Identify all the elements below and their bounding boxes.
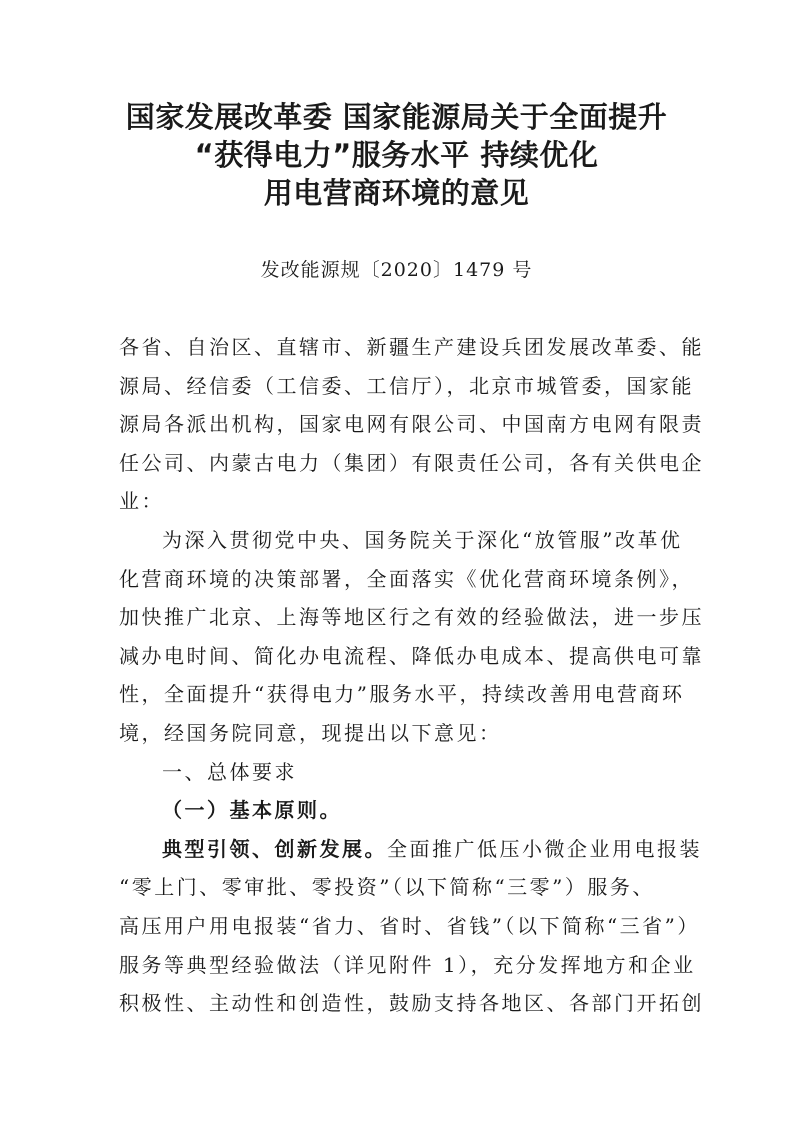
principle-lead: 典型引领、创新发展。 — [162, 836, 387, 861]
addressee-line: 各省、自治区、直辖市、新疆生产建设兵团发展改革委、能 — [119, 335, 704, 359]
intro-line: 为深入贯彻党中央、国务院关于深化“放管服”改革优 — [162, 527, 683, 552]
principle-line: 服务等典型经验做法（详见附件 1），充分发挥地方和企业 — [119, 952, 696, 977]
intro-line: 性，全面提升“获得电力”服务水平，持续改善用电营商环 — [119, 682, 685, 707]
addressee-line: 业： — [119, 489, 164, 514]
addressee-line: 任公司、内蒙古电力（集团）有限责任公司，各有关供电企 — [119, 450, 704, 475]
intro-line: 境，经国务院同意，现提出以下意见： — [119, 720, 502, 745]
intro-line: 化营商环境的决策部署，全面落实《优化营商环境条例》， — [119, 566, 694, 591]
title-line-2: “获得电力”服务水平 持续优化 — [194, 138, 599, 172]
principle-line: “零上门、零审批、零投资”（以下简称“三零”）服务、 — [119, 875, 655, 900]
principle-line: 积极性、主动性和创造性，鼓励支持各地区、各部门开拓创 — [119, 991, 704, 1016]
addressee-line: 源局各派出机构，国家电网有限公司、中国南方电网有限责 — [119, 412, 704, 437]
principle-text: 全面推广低压小微企业用电报装 — [387, 836, 702, 861]
title-line-1: 国家发展改革委 国家能源局关于全面提升 — [125, 100, 668, 134]
intro-line: 加快推广北京、上海等地区行之有效的经验做法，进一步压 — [119, 605, 704, 630]
intro-line: 减办电时间、简化办电流程、降低办电成本、提高供电可靠 — [119, 643, 704, 668]
principle-line — [119, 830, 702, 869]
document-number: 发改能源规〔2020〕1479 号 — [260, 259, 533, 281]
title-line-3: 用电营商环境的意见 — [263, 176, 530, 210]
subsection-heading: （一）基本原则。 — [162, 798, 342, 823]
document-body — [119, 328, 704, 1023]
principle-line: 高压用户用电报装“省力、省时、省钱”（以下简称“三省”） — [119, 913, 700, 938]
section-heading: 一、总体要求 — [162, 759, 297, 784]
addressee-line: 源局、经信委（工信委、工信厅），北京市城管委，国家能 — [119, 373, 694, 398]
document-title — [80, 98, 713, 212]
